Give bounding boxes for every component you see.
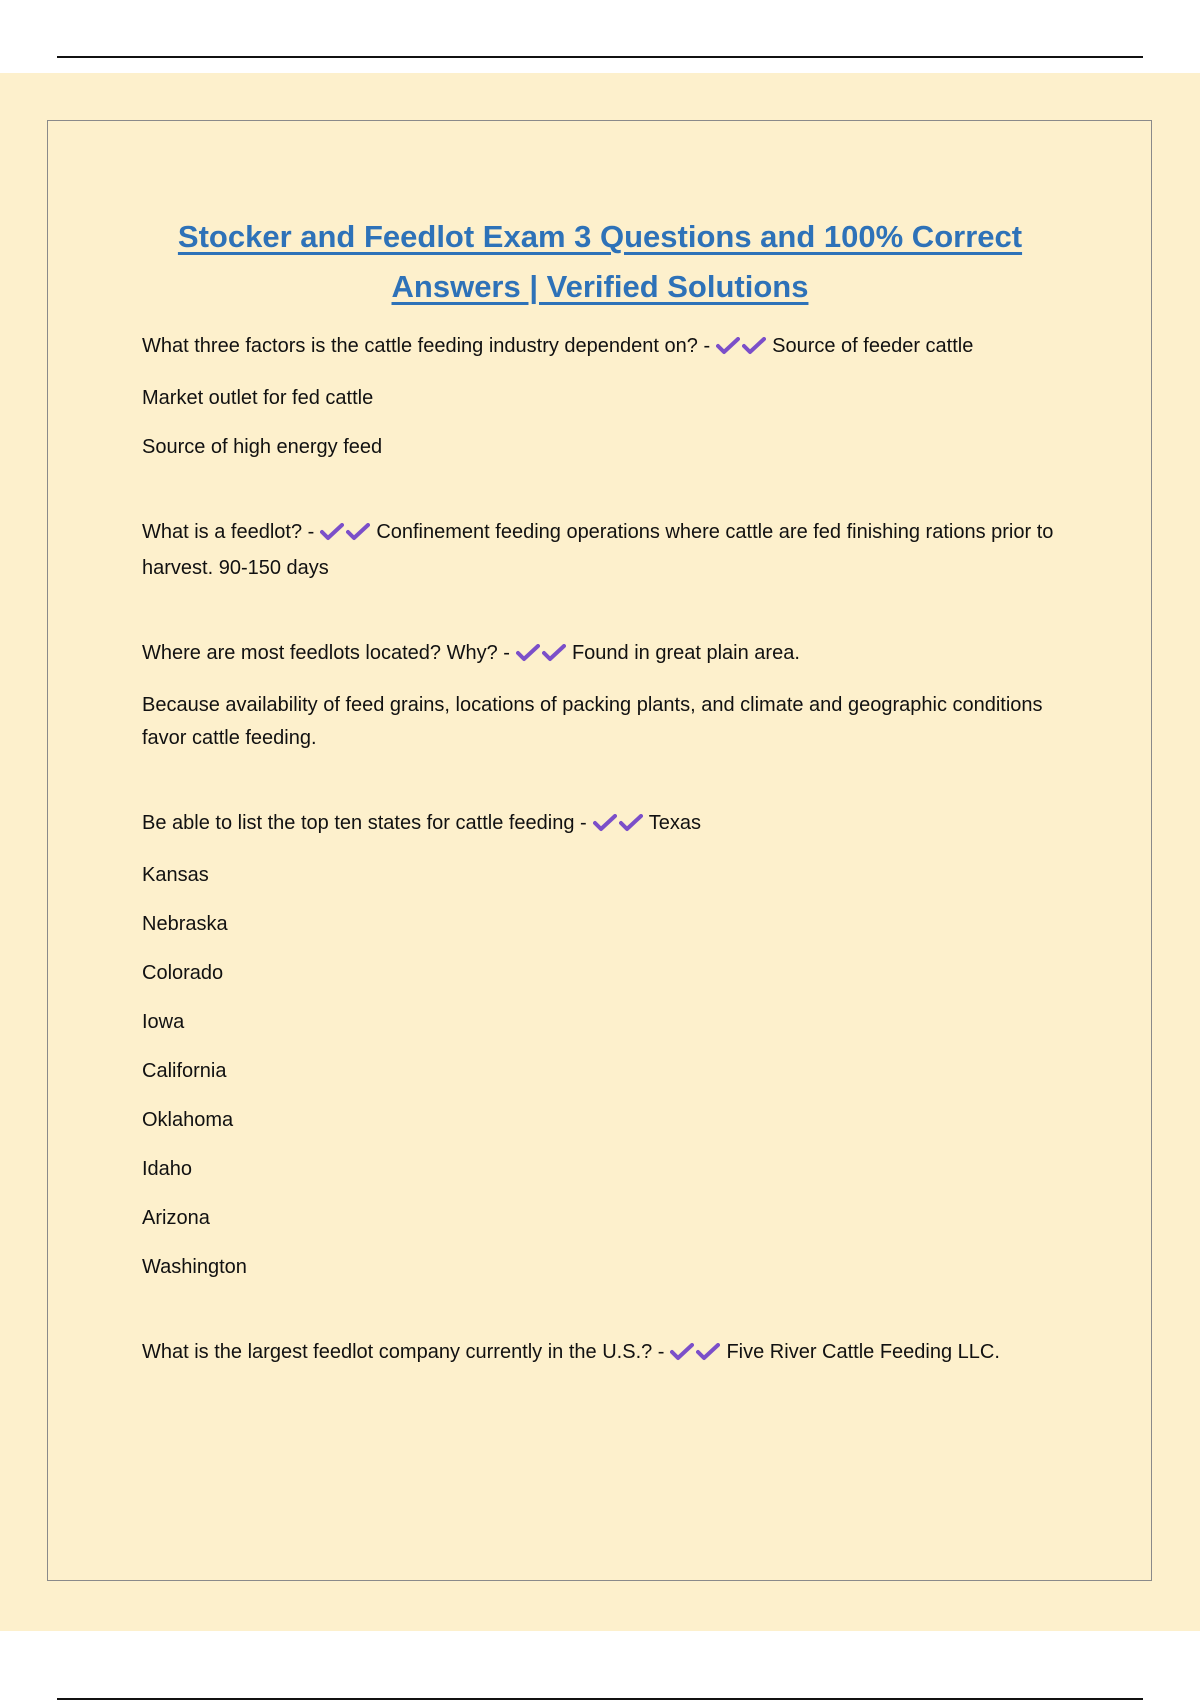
qa-item — [142, 516, 1082, 585]
double-check-icon — [593, 810, 645, 843]
qa-section — [142, 807, 1082, 1284]
answer-line: Market outlet for fed cattle — [142, 387, 374, 409]
state-list-item: Colorado — [142, 962, 224, 984]
double-check-icon — [320, 519, 372, 552]
answer-text: Texas — [648, 812, 701, 834]
state-list-item: Washington — [142, 1256, 247, 1278]
question-text: What three factors is the cattle feeding industry dependent on? - — [142, 335, 711, 357]
question-text: What is a feedlot? - — [142, 521, 315, 543]
answer-line: Source of high energy feed — [142, 436, 383, 458]
qa-item — [142, 1336, 1082, 1372]
top-rule — [57, 56, 1143, 58]
answer-text: Five River Cattle Feeding LLC. — [726, 1341, 1000, 1363]
answer-text: Found in great plain area. — [571, 642, 800, 664]
answer-text: Confinement feeding operations where cattle are fed finishing rations prior to harvest. 90-150 days — [142, 521, 1054, 579]
qa-section — [142, 330, 1082, 464]
double-check-icon — [516, 640, 568, 673]
answer-text: Source of feeder cattle — [772, 335, 974, 357]
state-list-item: Kansas — [142, 864, 209, 886]
state-list-item: Iowa — [142, 1011, 185, 1033]
state-list-item: Oklahoma — [142, 1109, 234, 1131]
qa-item — [142, 807, 1082, 843]
document-title: Stocker and Feedlot Exam 3 Questions and 100% Correct Answers | Verified Solutions — [177, 219, 1023, 304]
answer-line: Because availability of feed grains, locations of packing plants, and climate and geographic conditions favor cattle feeding. — [142, 694, 1043, 749]
question-text: What is the largest feedlot company currently in the U.S.? - — [142, 1341, 665, 1363]
qa-section — [142, 516, 1082, 585]
double-check-icon — [670, 1339, 722, 1372]
question-text: Be able to list the top ten states for cattle feeding - — [142, 812, 587, 834]
state-list-item: Idaho — [142, 1158, 193, 1180]
qa-list — [142, 330, 1082, 1372]
qa-section — [142, 637, 1082, 755]
qa-item — [142, 330, 1082, 366]
state-list-item: California — [142, 1060, 227, 1082]
question-text: Where are most feedlots located? Why? - — [142, 642, 510, 664]
qa-section — [142, 1336, 1082, 1372]
qa-item — [142, 637, 1082, 673]
double-check-icon — [716, 333, 768, 366]
state-list-item: Arizona — [142, 1207, 210, 1229]
state-list-item: Nebraska — [142, 913, 228, 935]
